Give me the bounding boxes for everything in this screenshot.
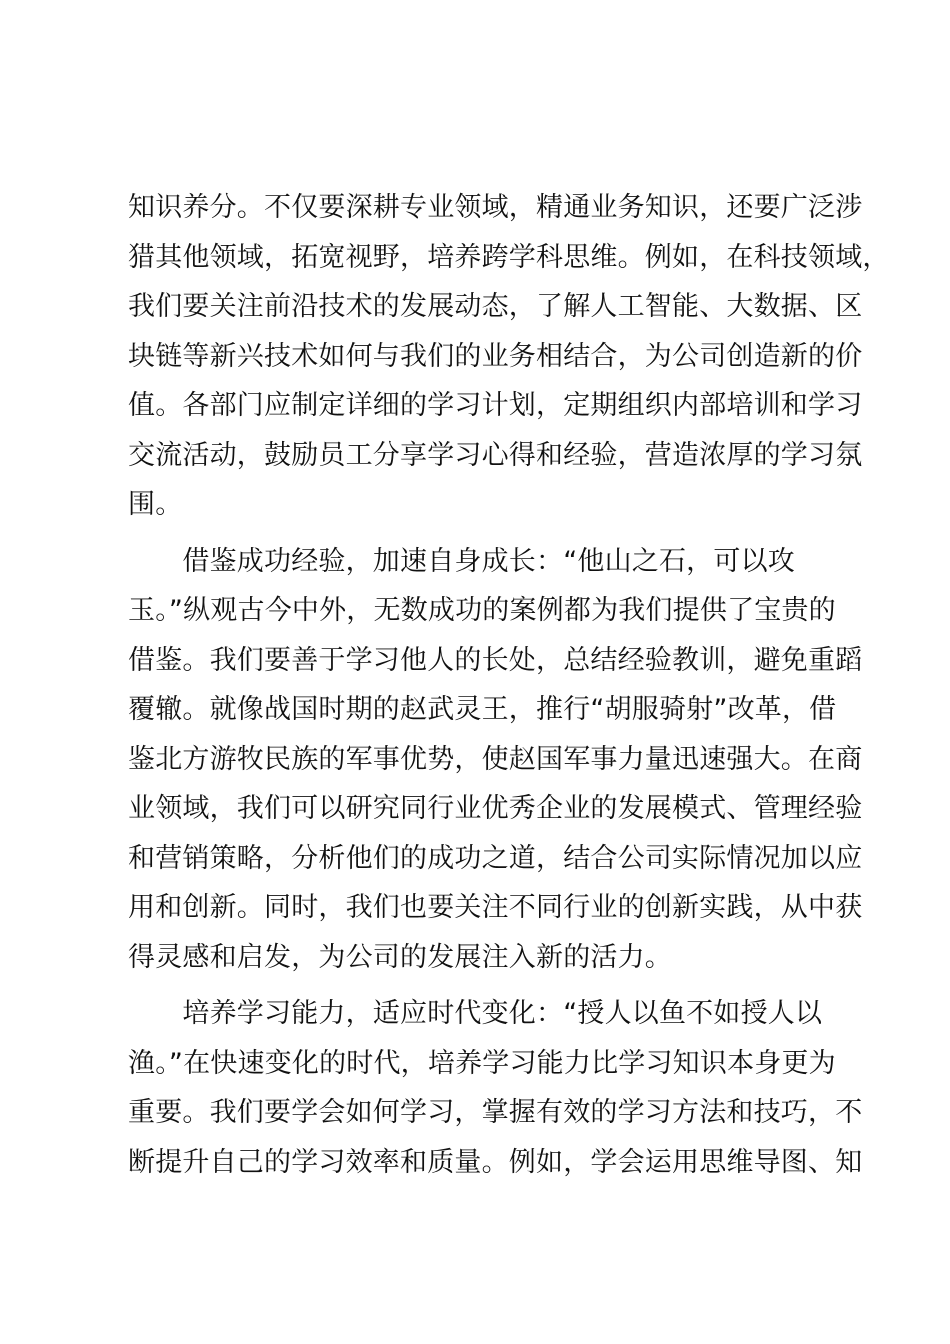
text-line: 用和创新。同时，我们也要关注不同行业的创新实践，从中获	[128, 892, 863, 923]
text-line: 块链等新兴技术如何与我们的业务相结合，为公司创造新的价	[128, 340, 863, 372]
text-line: 交流活动，鼓励员工分享学习心得和经验，营造浓厚的学习氛	[128, 439, 863, 471]
text-line: 知识养分。不仅要深耕专业领域，精通业务知识，还要广泛涉	[128, 192, 863, 223]
text-line: 业领域，我们可以研究同行业优秀企业的发展模式、管理经验	[128, 793, 863, 824]
document-body	[128, 183, 890, 1187]
text-line: 猎其他领域，拓宽视野，培养跨学科思维。例如，在科技领域，	[128, 241, 890, 273]
paragraph	[128, 183, 890, 530]
paragraph	[128, 537, 863, 983]
text-line: 借鉴。我们要善于学习他人的长处，总结经验教训，避免重蹈	[128, 644, 863, 676]
text-line: 围。	[128, 489, 183, 520]
text-line: 培养学习能力，适应时代变化：“授人以鱼不如授人以	[128, 998, 823, 1029]
text-line: 鉴北方游牧民族的军事优势，使赵国军事力量迅速强大。在商	[128, 743, 863, 775]
text-line: 和营销策略，分析他们的成功之道，结合公司实际情况加以应	[128, 842, 863, 874]
text-line: 断提升自己的学习效率和质量。例如，学会运用思维导图、知	[128, 1146, 863, 1178]
text-line: 值。各部门应制定详细的学习计划，定期组织内部培训和学习	[128, 390, 863, 421]
text-line: 渔。”在快速变化的时代，培养学习能力比学习知识本身更为	[128, 1047, 836, 1079]
paragraph-spacer	[128, 530, 850, 537]
text-line: 玉。”纵观古今中外，无数成功的案例都为我们提供了宝贵的	[128, 595, 836, 626]
text-line: 得灵感和启发，为公司的发展注入新的活力。	[128, 941, 672, 973]
text-line: 借鉴成功经验，加速自身成长：“他山之石，可以攻	[128, 545, 795, 577]
text-line: 覆辙。就像战国时期的赵武灵王，推行“胡服骑射”改革，借	[128, 694, 837, 725]
text-line: 我们要关注前沿技术的发展动态，了解人工智能、大数据、区	[128, 291, 863, 322]
text-line: 重要。我们要学会如何学习，掌握有效的学习方法和技巧，不	[128, 1097, 863, 1128]
paragraph-spacer	[128, 982, 850, 989]
paragraph	[128, 989, 863, 1187]
